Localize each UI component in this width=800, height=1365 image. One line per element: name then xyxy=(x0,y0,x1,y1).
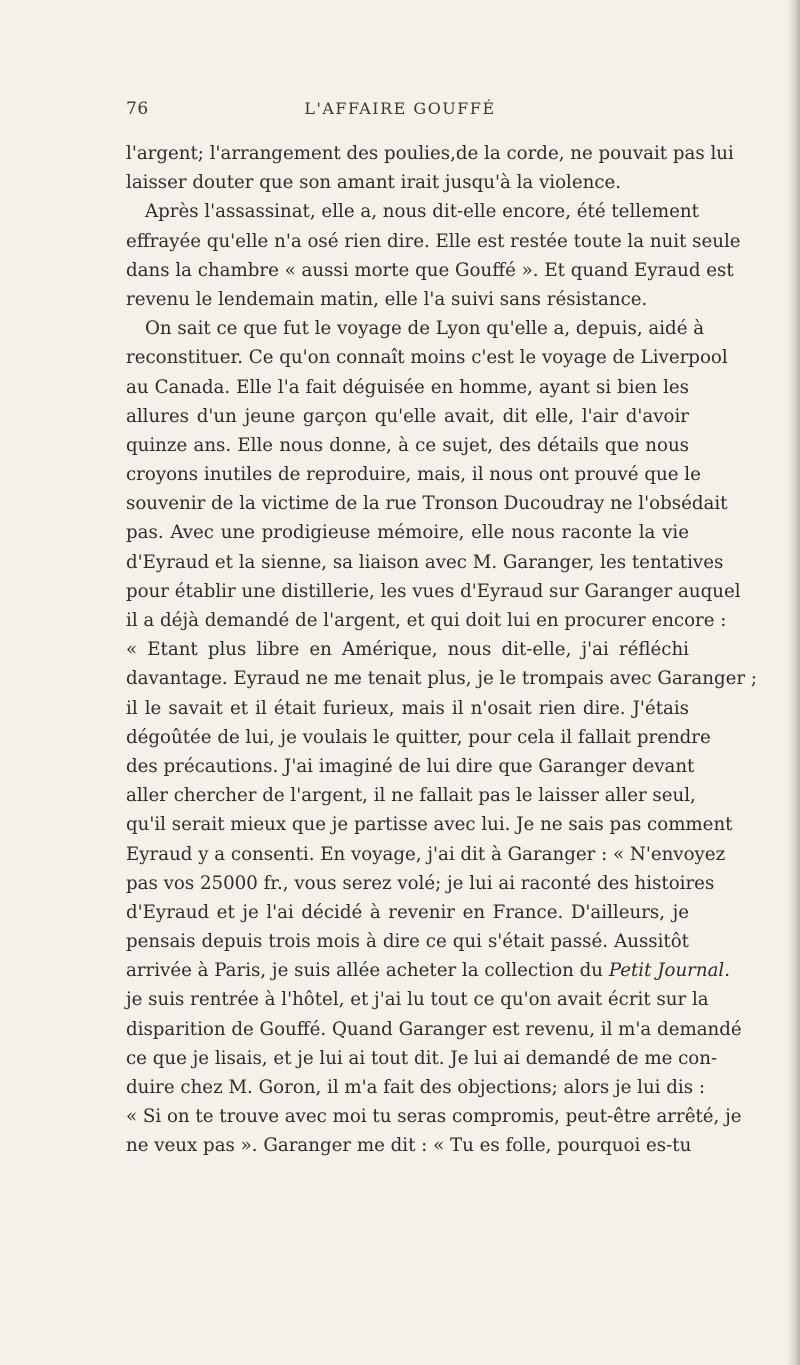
text-line: effrayée qu'elle n'a osé rien dire. Elle est restée toute la nuit seule xyxy=(126,230,741,252)
text-line: pour établir une distillerie, les vues d'Eyraud sur Garanger auquel xyxy=(126,580,741,602)
text-line: davantage. Eyraud ne me tenait plus, je le trompais avec Garanger ; xyxy=(126,668,757,690)
page-edge-shadow xyxy=(786,0,800,1365)
page-number: 76 xyxy=(126,99,149,119)
body-text xyxy=(126,139,757,1161)
text-line: d'Eyraud et la sienne, sa liaison avec M. Garanger, les tentatives xyxy=(126,551,724,573)
text-line: dégoûtée de lui, je voulais le quitter, pour cela il fallait prendre xyxy=(126,726,711,748)
text-line: « Etant plus libre en Amérique, nous dit-elle, j'ai réfléchi xyxy=(126,639,689,661)
text-line: pas. Avec une prodigieuse mémoire, elle nous raconte la vie xyxy=(126,522,689,544)
newspaper-title: Petit Journal. xyxy=(608,960,731,982)
text-line: « Si on te trouve avec moi tu seras compromis, peut-être arrêté, je xyxy=(126,1106,742,1128)
text-line: qu'il serait mieux que je partisse avec lui. Je ne sais pas comment xyxy=(126,814,733,836)
text-line: quinze ans. Elle nous donne, à ce sujet, des détails que nous xyxy=(126,434,689,456)
text-line: il le savait et il était furieux, mais il n'osait rien dire. J'étais xyxy=(126,697,689,719)
text-line: Après l'assassinat, elle a, nous dit-elle encore, été tellement xyxy=(145,201,699,223)
text-line: Eyraud y a consenti. En voyage, j'ai dit à Garanger : « N'envoyez xyxy=(126,843,726,865)
text-line: au Canada. Elle l'a fait déguisée en homme, ayant si bien les xyxy=(126,376,689,398)
text-line: il a déjà demandé de l'argent, et qui doit lui en procurer encore : xyxy=(126,610,727,631)
text-line: pensais depuis trois mois à dire ce qui s'était passé. Aussitôt xyxy=(126,931,689,953)
text-line: laisser douter que son amant irait jusqu'à la violence. xyxy=(126,172,622,194)
text-line: aller chercher de l'argent, il ne fallait pas le laisser aller seul, xyxy=(126,785,696,807)
text-line: des précautions. J'ai imaginé de lui dire que Garanger devant xyxy=(126,755,695,777)
text-line: On sait ce que fut le voyage de Lyon qu'elle a, depuis, aidé à xyxy=(145,318,705,340)
text-line: dans la chambre « aussi morte que Gouffé ». Et quand Eyraud est xyxy=(126,259,734,281)
text-line: d'Eyraud et je l'ai décidé à revenir en France. D'ailleurs, je xyxy=(126,901,689,923)
text-line: croyons inutiles de reproduire, mais, il nous ont prouvé que le xyxy=(126,464,701,486)
text-line: souvenir de la victime de la rue Tronson Ducoudray ne l'obsédait xyxy=(126,493,728,515)
text-line: revenu le lendemain matin, elle l'a suivi sans résistance. xyxy=(126,288,648,310)
text-line: ne veux pas ». Garanger me dit : « Tu es folle, pourquoi es-tu xyxy=(126,1135,692,1157)
running-title: L'AFFAIRE GOUFFÉ xyxy=(304,99,496,118)
text-line: pas vos 25000 fr., vous serez volé; je lui ai raconté des histoires xyxy=(126,872,715,894)
text-line: je suis rentrée à l'hôtel, et j'ai lu tout ce qu'on avait écrit sur la xyxy=(126,989,709,1011)
text-line: disparition de Gouffé. Quand Garanger est revenu, il m'a demandé xyxy=(126,1018,742,1040)
text-line-with-title xyxy=(126,956,731,985)
page-header xyxy=(100,99,700,129)
text-line: reconstituer. Ce qu'on connaît moins c'est le voyage de Liverpool xyxy=(126,347,728,369)
text-line: ce que je lisais, et je lui ai tout dit. Je lui ai demandé de me con- xyxy=(126,1047,718,1069)
text-line: duire chez M. Goron, il m'a fait des objections; alors je lui dis : xyxy=(126,1077,705,1098)
text-line: allures d'un jeune garçon qu'elle avait, dit elle, l'air d'avoir xyxy=(126,405,689,427)
text-line-start: arrivée à Paris, je suis allée acheter la collection du xyxy=(126,960,604,982)
text-line: l'argent; l'arrangement des poulies,de la corde, ne pouvait pas lui xyxy=(126,143,734,164)
